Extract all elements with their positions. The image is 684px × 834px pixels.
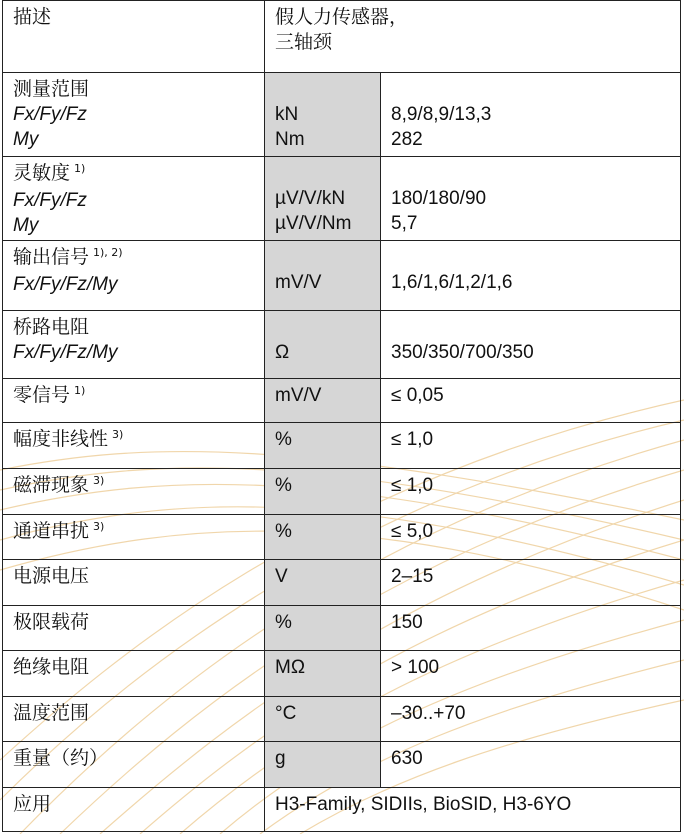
- table-row: [3, 241, 681, 311]
- table-row: [3, 379, 681, 423]
- parameter-cell: 温度范围: [3, 697, 265, 742]
- unit-cell: g: [265, 742, 381, 788]
- unit-cell: Ω: [265, 311, 381, 379]
- unit-cell: %: [265, 423, 381, 469]
- table-row: [3, 423, 681, 469]
- spec-table: [2, 0, 681, 832]
- unit-cell: MΩ: [265, 651, 381, 697]
- value-cell: 1,6/1,6/1,2/1,6: [381, 241, 681, 311]
- parameter-cell: 绝缘电阻: [3, 651, 265, 697]
- header-value: 假人力传感器， 三轴颈: [265, 1, 681, 73]
- unit-cell: mV/V: [265, 241, 381, 311]
- unit-cell: %: [265, 606, 381, 651]
- value-cell: 180/180/90 5,7: [381, 157, 681, 241]
- table-row: [3, 469, 681, 515]
- table-row: [3, 311, 681, 379]
- footnote-marker: 3): [93, 520, 105, 533]
- parameter-cell: 磁滞现象 $^{3)}$: [3, 469, 265, 515]
- footnote-marker: 3): [93, 474, 105, 487]
- table-row: [3, 742, 681, 788]
- unit-cell: mV/V: [265, 379, 381, 423]
- parameter-cell: 重量（约）: [3, 742, 265, 788]
- unit-cell: V: [265, 560, 381, 606]
- value-cell: 630: [381, 742, 681, 788]
- table-header-row: [3, 1, 681, 73]
- table-row: [3, 651, 681, 697]
- parameter-cell: 幅度非线性 $^{3)}$: [3, 423, 265, 469]
- unit-cell: %: [265, 515, 381, 560]
- parameter-cell: 输出信号 $^{1), 2)}$ Fx/Fy/Fz/My: [3, 241, 265, 311]
- table-row: [3, 697, 681, 742]
- unit-cell: µV/V/kN µV/V/Nm: [265, 157, 381, 241]
- unit-cell: °C: [265, 697, 381, 742]
- unit-cell: %: [265, 469, 381, 515]
- table-footer-row: [3, 788, 681, 832]
- table-row: [3, 560, 681, 606]
- table-row: [3, 606, 681, 651]
- application-label: 应用: [3, 788, 265, 832]
- parameter-cell: 灵敏度 $^{1)}$ Fx/Fy/Fz My: [3, 157, 265, 241]
- footnote-marker: 1): [74, 162, 86, 175]
- footnote-marker: 3): [112, 428, 124, 441]
- value-cell: ≤ 1,0: [381, 469, 681, 515]
- parameter-cell: 零信号 $^{1)}$: [3, 379, 265, 423]
- application-value: H3-Family, SIDIIs, BioSID, H3-6YO: [265, 788, 681, 832]
- value-cell: ≤ 0,05: [381, 379, 681, 423]
- table-row: [3, 515, 681, 560]
- value-cell: 150: [381, 606, 681, 651]
- unit-cell: kN Nm: [265, 73, 381, 157]
- table-row: [3, 157, 681, 241]
- parameter-cell: 测量范围 Fx/Fy/Fz My: [3, 73, 265, 157]
- value-cell: –30..+70: [381, 697, 681, 742]
- value-cell: 2–15: [381, 560, 681, 606]
- header-label: 描述: [3, 1, 265, 73]
- parameter-cell: 通道串扰 $^{3)}$: [3, 515, 265, 560]
- table-row: [3, 73, 681, 157]
- parameter-cell: 极限载荷: [3, 606, 265, 651]
- value-cell: > 100: [381, 651, 681, 697]
- parameter-cell: 桥路电阻 Fx/Fy/Fz/My: [3, 311, 265, 379]
- value-cell: 8,9/8,9/13,3 282: [381, 73, 681, 157]
- footnote-marker: 1), 2): [93, 246, 123, 259]
- value-cell: 350/350/700/350: [381, 311, 681, 379]
- footnote-marker: 1): [74, 384, 86, 397]
- parameter-cell: 电源电压: [3, 560, 265, 606]
- value-cell: ≤ 1,0: [381, 423, 681, 469]
- value-cell: ≤ 5,0: [381, 515, 681, 560]
